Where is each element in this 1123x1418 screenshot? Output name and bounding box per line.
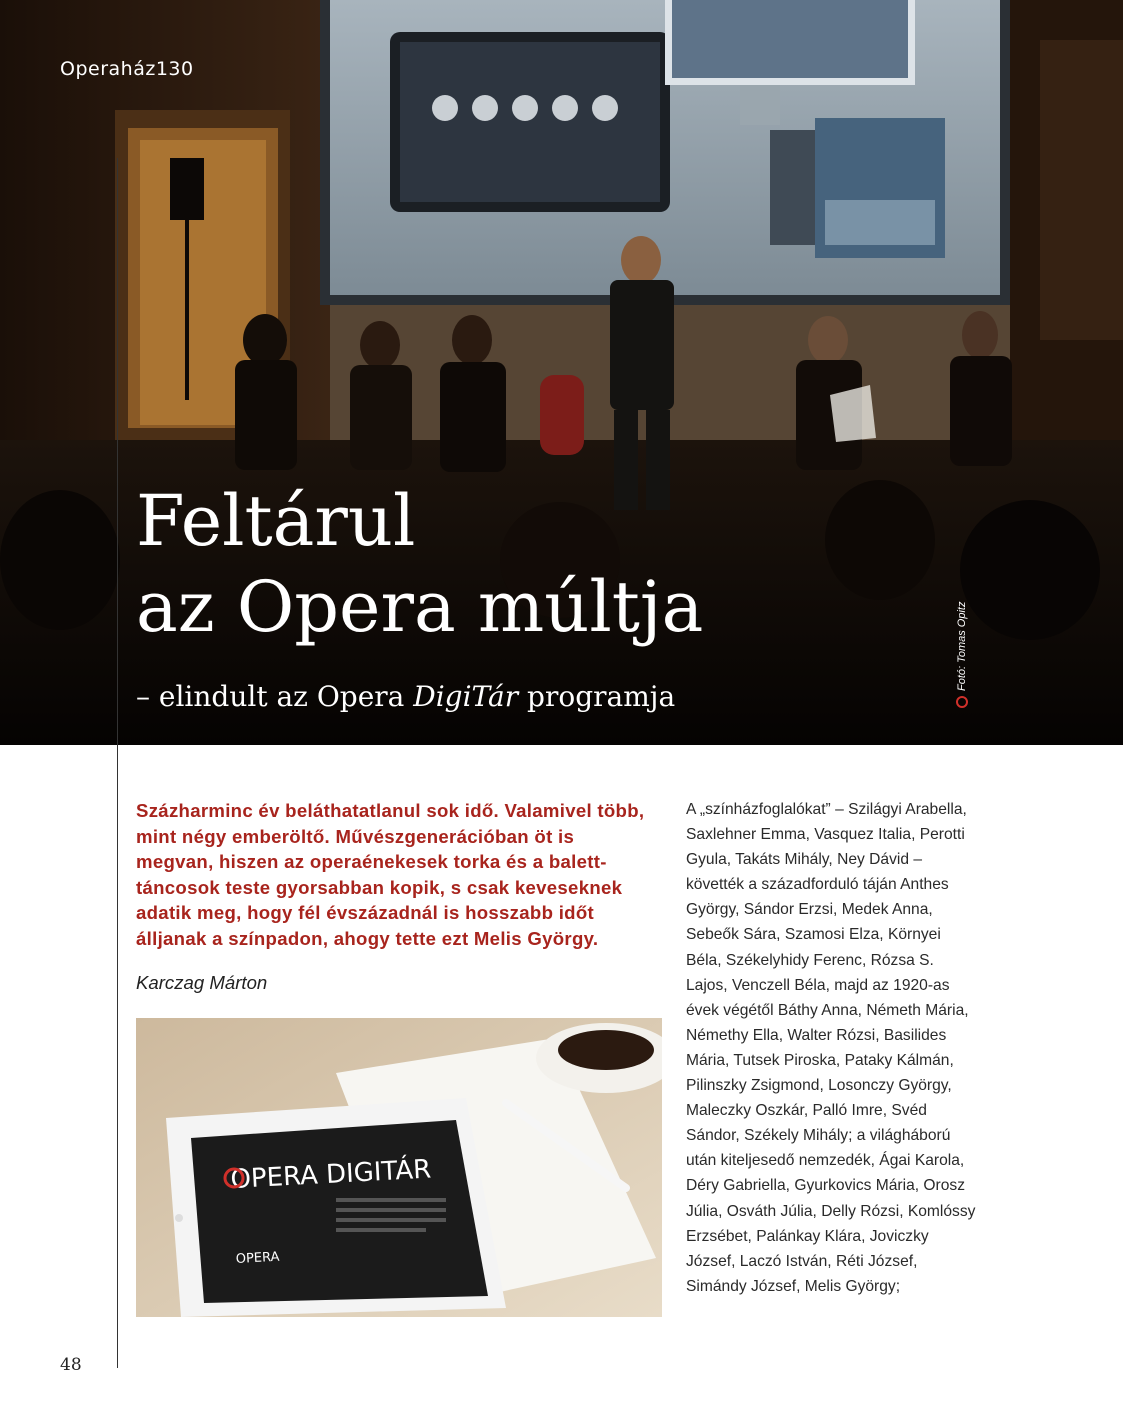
photo-credit <box>956 602 968 708</box>
tablet-brand: OPERA <box>235 1249 280 1267</box>
author-byline: Karczag Márton <box>136 972 268 993</box>
tablet-logo: OPERA DIGITÁR <box>229 1154 432 1195</box>
headline-line-2: az Opera múltja <box>136 566 704 648</box>
subhead-suffix: programja <box>518 680 676 713</box>
subhead-italic: DigiTár <box>413 680 519 713</box>
page-number: 48 <box>60 1355 82 1375</box>
subhead-prefix: – elindult az Opera <box>136 680 414 713</box>
photo-credit-text: Fotó: Tomas Opitz <box>956 601 968 691</box>
tablet-illustration <box>136 1018 662 1317</box>
headline <box>136 478 703 650</box>
tablet-photo <box>136 1018 662 1317</box>
column-rule <box>117 158 118 1368</box>
subhead <box>136 680 675 713</box>
credit-icon <box>956 696 968 708</box>
body-column: A „színházfoglalókat” – Szilágyi Arabella, Saxlehner Emma, Vasquez Italia, Perotti Gyula, Takáts Mihály, Ney Dávid – követték a századforduló táján Anthes György, Sándor Erzsi, Medek Anna, Sebeők Sára, Szamosi Elza, Környei Béla, Székelyhidy Ferenc, Rózsa S. Lajos, Venczell Béla, majd az 1920-as évek végétől Báthy Anna, Németh Mária, Némethy Ella, Walter Rózsi, Basilides Mária, Tutsek Piroska, Pataky Kálmán, Pilinszky Zsigmond, Losonczy György, Maleczky Oszkár, Palló Imre, Svéd Sándor, Székely Mihály; a világháború után kiteljesedő nemzedék, Ágai Karola, Déry Gabriella, Gyurkovics Mária, Orosz Júlia, Osváth Júlia, Delly Rózsi, Komlóssy Erzsébet, Palánkay Klára, Joviczky József, Laczó István, Réti József, Simándy József, Melis György; <box>686 801 976 1295</box>
headline-line-1: Feltárul <box>136 480 416 562</box>
section-label: Operaház130 <box>60 58 194 80</box>
lead-paragraph: Százharminc év beláthatatlanul sok idő. Valamivel több, mint négy emberöltő. Művészgenerációban öt is megvan, hiszen az operaénekesek torka és a balett-táncosok teste gyorsabban kopik, s csak keveseknek adatik meg, hogy fél évszázadnál is hosszabb időt álljanak a színpadon, ahogy tette ezt Melis György. <box>136 800 645 949</box>
